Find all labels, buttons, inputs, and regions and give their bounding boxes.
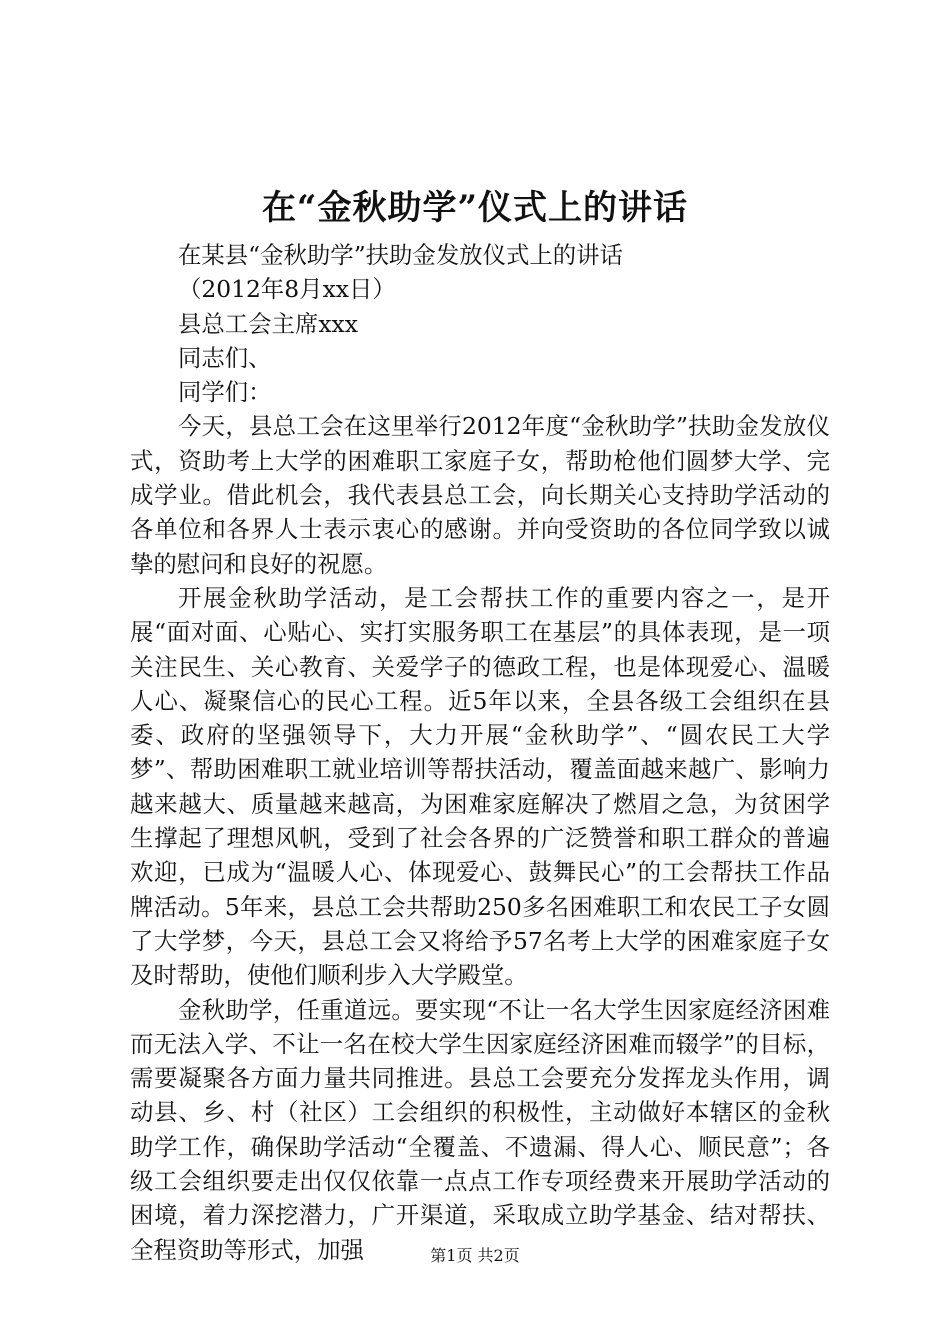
speaker-line: 县总工会主席xxx — [178, 309, 358, 338]
paragraph-3: 金秋助学，任重道远。要实现“不让一名大学生因家庭经济困难而无法入学、不让一名在校大学生因家庭经济困难而辍学”的目标，需要凝聚各方面力量共同推进。县总工会要充分发挥龙头作用，调动县、乡、村（社区）工会组织的积极性，主动做好本辖区的金秋助学工作，确保助学活动“全覆盖、不遗漏、得人心、顺民意”；各级工会组织要走出仅仅依靠一点点工作专项经费来开展助学活动的困境，着力深挖潜力，广开渠道，采取成立助学基金、结对帮扶、全程资助等形式，加强 — [130, 995, 830, 1264]
subtitle-line: 在某县“金秋助学”扶助金发放仪式上的讲话 — [178, 241, 623, 269]
document-body — [130, 238, 830, 1267]
salutation-comrades: 同志们、 — [178, 343, 272, 372]
date-line: （2012年8月xx日） — [178, 275, 396, 304]
paragraph-2: 开展金秋助学活动，是工会帮扶工作的重要内容之一，是开展“面对面、心贴心、实打实服务职工在基层”的具体表现，是一项关注民生、关心教育、关爱学子的德政工程，也是体现爱心、温暖人心、凝聚信心的民心工程。近5年以来，全县各级工会组织在县委、政府的坚强领导下，大力开展“金秋助学”、“圆农民工大学梦”、帮助困难职工就业培训等帮扶活动，覆盖面越来越广、影响力越来越大、质量越来越高，为困难家庭解决了燃眉之急，为贫困学生撑起了理想风帆，受到了社会各界的广泛赞誉和职工群众的普遍欢迎，已成为“温暖人心、体现爱心、鼓舞民心”的工会帮扶工作品牌活动。5年来，县总工会共帮助250多名困难职工和农民工子女圆了大学梦，今天，县总工会又将给予57名考上大学的困难家庭子女及时帮助，使他们顺利步入大学殿堂。 — [130, 583, 830, 990]
paragraph-1: 今天，县总工会在这里举行2012年度“金秋助学”扶助金发放仪式，资助考上大学的困难职工家庭子女，帮助枪他们圆梦大学、完成学业。借此机会，我代表县总工会，向长期关心支持助学活动的各单位和各界人士表示衷心的感谢。并向受资助的各位同学致以诚挚的慰问和良好的祝愿。 — [130, 412, 830, 578]
document-title: 在“金秋助学”仪式上的讲话 — [261, 188, 689, 228]
page-footer: 第1页 共2页 — [430, 1246, 520, 1265]
salutation-students: 同学们： — [178, 378, 272, 407]
